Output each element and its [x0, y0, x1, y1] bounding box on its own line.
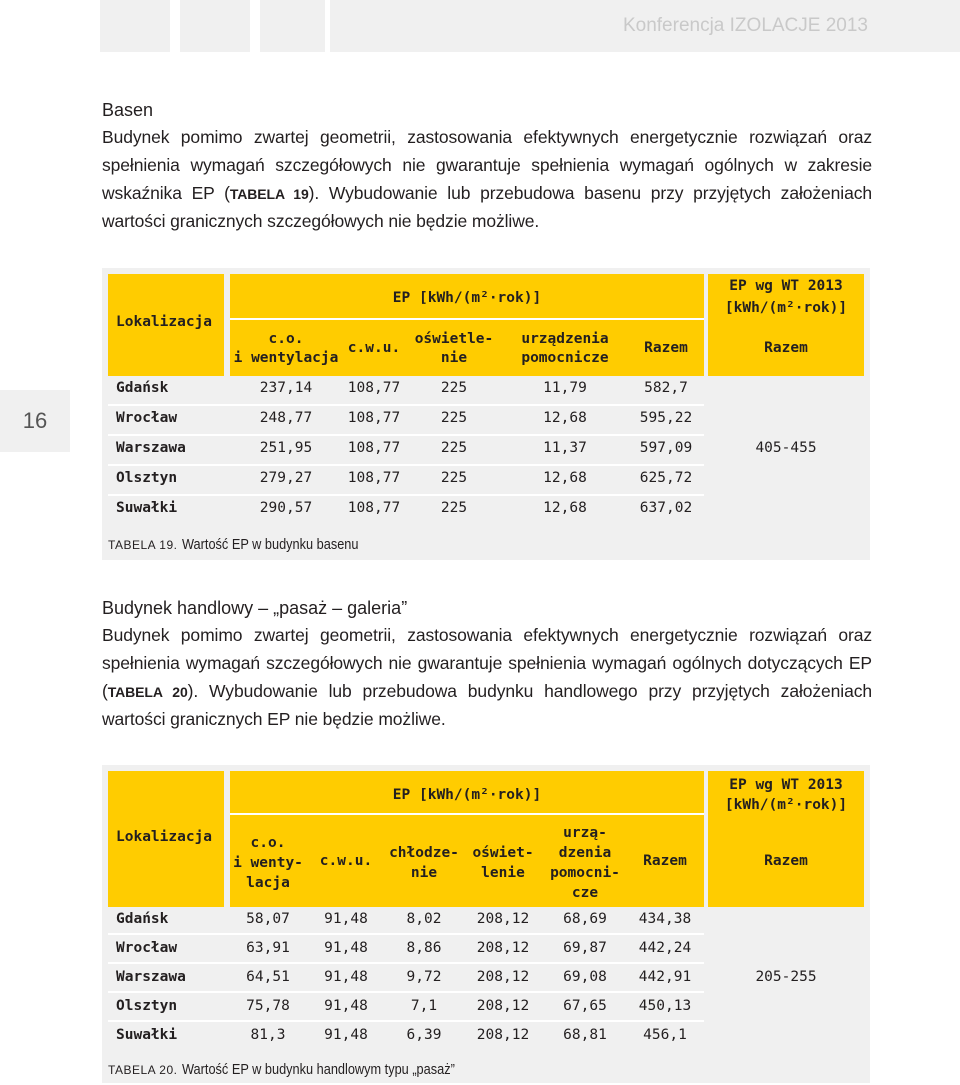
table-20 [102, 765, 870, 1083]
row-cwu: 91,48 [324, 911, 368, 927]
table-19 [102, 268, 870, 560]
col-header-chlodzenie: chłodze- nie [389, 845, 459, 881]
row-razem: 582,7 [644, 380, 688, 396]
header-block-3 [260, 0, 325, 52]
row-chl: 8,86 [406, 940, 442, 956]
group-header-ep: EP [kWh/(m²·rok)] [392, 787, 542, 803]
row-osw: 208,12 [476, 998, 530, 1014]
col-header-lokalizacja: Lokalizacja [116, 314, 213, 330]
col-header-razem: Razem [644, 340, 688, 356]
row-urz: 68,81 [563, 1027, 607, 1043]
row-urz: 12,68 [543, 500, 587, 516]
col-header-co: c.o. i wenty- lacja [233, 835, 303, 891]
row-urz: 68,69 [563, 911, 607, 927]
divider [230, 318, 704, 320]
col-header-urzadzenia: urzą- dzenia pomocni- cze [550, 825, 620, 901]
row-separator [108, 434, 704, 436]
row-urz: 11,37 [543, 440, 587, 456]
header-block-2 [180, 0, 250, 52]
row-urz: 11,79 [543, 380, 587, 396]
row-separator [108, 962, 704, 964]
row-razem: 456,1 [643, 1027, 687, 1043]
section-title-basen: Basen [102, 100, 154, 120]
row-city: Warszawa [116, 969, 186, 985]
paragraph-basen: Budynek pomimo zwartej geometrii, zastosowania efektywnych energetycznie rozwiązań oraz spełnienia wymagań szczegółowych nie gwarantuje spełnienia wymagań ogólnych w zakresie wskaźnika EP (TABELA 19). Wybudowanie lub przebudowa basenu przy przyjętych założeniach wartości granicznych szczegółowych nie będzie możliwe. [102, 127, 872, 232]
row-city: Wrocław [116, 410, 178, 426]
wt-header-line1: EP wg WT 2013 [729, 278, 843, 294]
paragraph-handlowy: Budynek pomimo zwartej geometrii, zastosowania efektywnych energetycznie rozwiązań oraz spełnienia wymagań szczegółowych nie gwarantuje spełnienia wymagań ogólnych dotyczących EP (TABELA 20). Wybudowanie lub przebudowa budynku handlowego przy przyjętych założeniach wartości granicznych EP nie będzie możliwe. [102, 625, 873, 730]
page-number: 16 [0, 390, 70, 452]
row-cwu: 108,77 [347, 500, 401, 516]
row-city: Warszawa [116, 440, 186, 456]
row-co: 237,14 [259, 380, 313, 396]
row-razem: 434,38 [638, 911, 692, 927]
row-razem: 597,09 [639, 440, 693, 456]
row-osw: 225 [440, 380, 468, 396]
header-block-1 [100, 0, 170, 52]
row-city: Olsztyn [116, 470, 178, 486]
divider [230, 813, 704, 815]
wt-range-value: 405-455 [755, 440, 817, 456]
row-razem: 442,91 [638, 969, 692, 985]
row-osw: 225 [440, 440, 468, 456]
row-chl: 8,02 [406, 911, 442, 927]
row-separator [108, 464, 704, 466]
col-header-co: c.o. i wentylacja [233, 331, 339, 366]
row-osw: 225 [440, 500, 468, 516]
col-header-oswietlenie: oświetle- nie [414, 331, 494, 366]
row-urz: 12,68 [543, 410, 587, 426]
row-co: 75,78 [246, 998, 290, 1014]
row-cwu: 108,77 [347, 470, 401, 486]
group-header-ep: EP [kWh/(m²·rok)] [392, 290, 542, 306]
row-city: Gdańsk [116, 380, 169, 396]
row-separator [108, 991, 704, 993]
table-caption: TABELA 20. Wartość EP w budynku handlowym typu „pasaż” [108, 1061, 455, 1078]
row-razem: 450,13 [638, 998, 692, 1014]
row-city: Olsztyn [116, 998, 178, 1014]
row-chl: 6,39 [406, 1027, 442, 1043]
row-co: 64,51 [246, 969, 290, 985]
row-separator [108, 933, 704, 935]
col-header-cwu: c.w.u. [347, 340, 401, 356]
col-header-razem-wt: Razem [764, 853, 808, 869]
row-co: 251,95 [259, 440, 313, 456]
row-cwu: 108,77 [347, 410, 401, 426]
wt-header-line2: [kWh/(m²·rok)] [724, 797, 848, 813]
row-osw: 208,12 [476, 969, 530, 985]
row-co: 63,91 [246, 940, 290, 956]
wt-header-line2: [kWh/(m²·rok)] [724, 300, 848, 316]
header-title: Konferencja IZOLACJE 2013 [330, 0, 960, 52]
table-caption: TABELA 19. Wartość EP w budynku basenu [108, 536, 359, 553]
row-city: Suwałki [116, 1027, 178, 1043]
row-cwu: 91,48 [324, 1027, 368, 1043]
row-urz: 12,68 [543, 470, 587, 486]
table-reference: TABELA 19 [229, 185, 309, 202]
col-header-lokalizacja: Lokalizacja [116, 829, 213, 845]
row-separator [108, 1020, 704, 1022]
row-razem: 595,22 [639, 410, 693, 426]
row-chl: 7,1 [410, 998, 438, 1014]
row-urz: 69,87 [563, 940, 607, 956]
row-osw: 225 [440, 410, 468, 426]
row-city: Gdańsk [116, 911, 169, 927]
row-cwu: 108,77 [347, 380, 401, 396]
row-urz: 69,08 [563, 969, 607, 985]
row-cwu: 91,48 [324, 969, 368, 985]
row-razem: 442,24 [638, 940, 692, 956]
row-urz: 67,65 [563, 998, 607, 1014]
row-co: 279,27 [259, 470, 313, 486]
row-osw: 208,12 [476, 940, 530, 956]
table-reference: TABELA 20 [107, 683, 188, 700]
col-header-cwu: c.w.u. [319, 853, 373, 869]
row-separator [108, 404, 704, 406]
row-city: Suwałki [116, 500, 178, 516]
row-osw: 208,12 [476, 1027, 530, 1043]
row-co: 290,57 [259, 500, 313, 516]
row-city: Wrocław [116, 940, 178, 956]
row-cwu: 91,48 [324, 998, 368, 1014]
row-co: 58,07 [246, 911, 290, 927]
row-razem: 625,72 [639, 470, 693, 486]
col-header-razem-wt: Razem [764, 340, 808, 356]
section-title-handlowy: Budynek handlowy – „pasaż – galeria” [102, 598, 408, 618]
col-header-urzadzenia: urządzenia pomocnicze [521, 331, 609, 366]
col-header-razem: Razem [643, 853, 687, 869]
row-chl: 9,72 [406, 969, 442, 985]
row-razem: 637,02 [639, 500, 693, 516]
row-separator [108, 494, 704, 496]
row-osw: 208,12 [476, 911, 530, 927]
row-cwu: 91,48 [324, 940, 368, 956]
row-cwu: 108,77 [347, 440, 401, 456]
wt-header-line1: EP wg WT 2013 [729, 777, 843, 793]
row-co: 248,77 [259, 410, 313, 426]
wt-range-value: 205-255 [755, 969, 817, 985]
col-header-oswietlenie: oświet- lenie [472, 845, 534, 881]
row-osw: 225 [440, 470, 468, 486]
row-co: 81,3 [250, 1027, 286, 1043]
